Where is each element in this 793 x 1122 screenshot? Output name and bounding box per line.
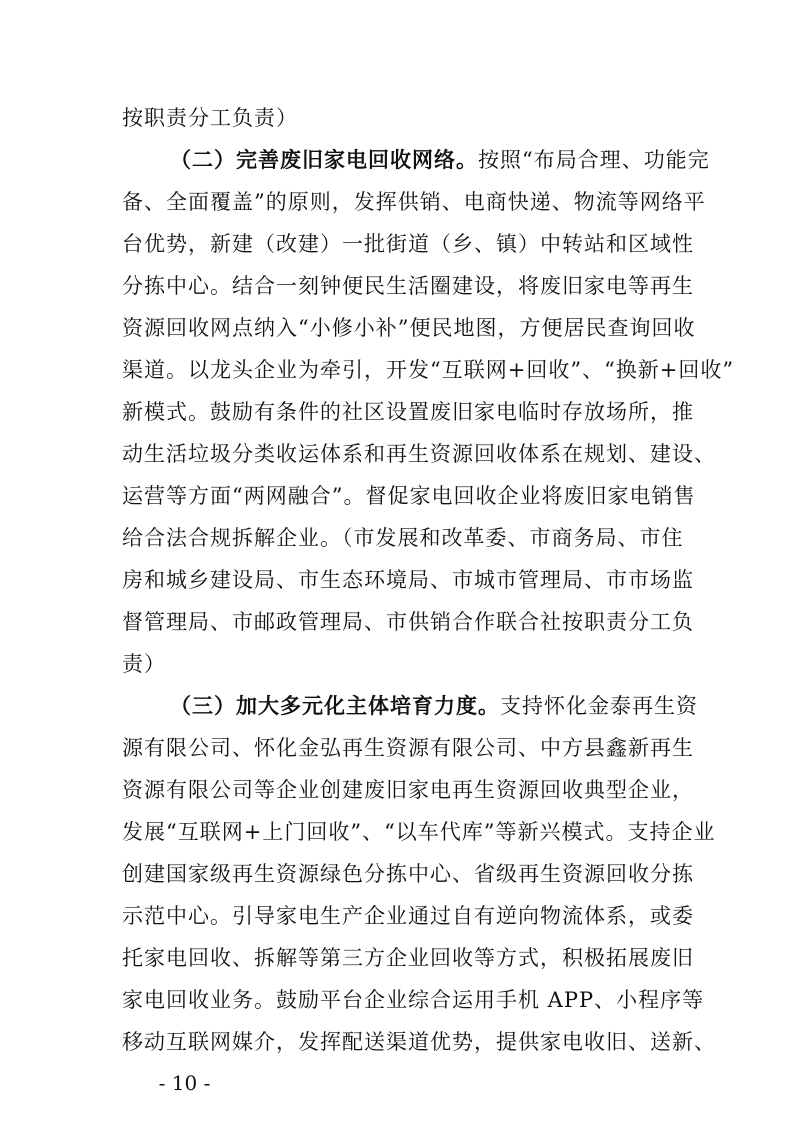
paragraph-3-line: 创建国家级再生资源绿色分拣中心、省级再生资源回收分拣 bbox=[122, 862, 694, 886]
paragraph-2-line: 督管理局、市邮政管理局、市供销合作联合社按职责分工负 bbox=[122, 610, 694, 634]
paragraph-3-line: 源有限公司、怀化金弘再生资源有限公司、中方县鑫新再生 bbox=[122, 736, 694, 760]
paragraph-2-first-line bbox=[170, 145, 730, 175]
paragraph-3-line: 家电回收业务。鼓励平台企业综合运用手机 APP、小程序等 bbox=[122, 988, 705, 1012]
paragraph-2-line: 动生活垃圾分类收运体系和再生资源回收体系在规划、建设、 bbox=[122, 442, 716, 466]
paragraph-2-line: 新模式。鼓励有条件的社区设置废旧家电临时存放场所，推 bbox=[122, 400, 694, 424]
paragraph-2-line: 资源回收网点纳入“小修小补”便民地图，方便居民查询回收 bbox=[122, 316, 696, 340]
paragraph-2-line: 备、全面覆盖”的原则，发挥供销、电商快递、物流等网络平 bbox=[122, 190, 706, 214]
section-2-heading: （二）完善废旧家电回收网络。 bbox=[170, 147, 478, 172]
paragraph-1-end: 按职责分工负责） bbox=[122, 106, 298, 130]
paragraph-2-line: 运营等方面“两网融合”。督促家电回收企业将废旧家电销售 bbox=[122, 484, 696, 508]
paragraph-2-line: 渠道。以龙头企业为牵引，开发“互联网+回收”、“换新+回收” bbox=[122, 358, 735, 382]
paragraph-3-line: 资源有限公司等企业创建废旧家电再生资源回收典型企业， bbox=[122, 778, 694, 802]
paragraph-2-line: 房和城乡建设局、市生态环境局、市城市管理局、市市场监 bbox=[122, 568, 694, 592]
paragraph-3-line: 移动互联网媒介，发挥配送渠道优势，提供家电收旧、送新、 bbox=[122, 1030, 716, 1054]
paragraph-3-line: 示范中心。引导家电生产企业通过自有逆向物流体系，或委 bbox=[122, 904, 694, 928]
paragraph-2-line: 台优势，新建（改建）一批街道（乡、镇）中转站和区域性 bbox=[122, 232, 694, 256]
paragraph-3-line: 托家电回收、拆解等第三方企业回收等方式，积极拓展废旧 bbox=[122, 946, 694, 970]
paragraph-3-first-line-text: 支持怀化金泰再生资 bbox=[500, 694, 698, 718]
paragraph-2-first-line-text: 按照“布局合理、功能完 bbox=[478, 148, 710, 172]
paragraph-2-line: 给合法合规拆解企业。（市发展和改革委、市商务局、市住 bbox=[122, 526, 684, 550]
paragraph-3-first-line bbox=[170, 691, 730, 721]
page-number: - 10 - bbox=[158, 1071, 211, 1095]
paragraph-2-line: 分拣中心。结合一刻钟便民生活圈建设，将废旧家电等再生 bbox=[122, 274, 694, 298]
paragraph-3-line: 发展“互联网+上门回收”、“以车代库”等新兴模式。支持企业 bbox=[122, 820, 716, 844]
section-3-heading: （三）加大多元化主体培育力度。 bbox=[170, 693, 500, 718]
paragraph-2-line: 责） bbox=[122, 652, 166, 676]
